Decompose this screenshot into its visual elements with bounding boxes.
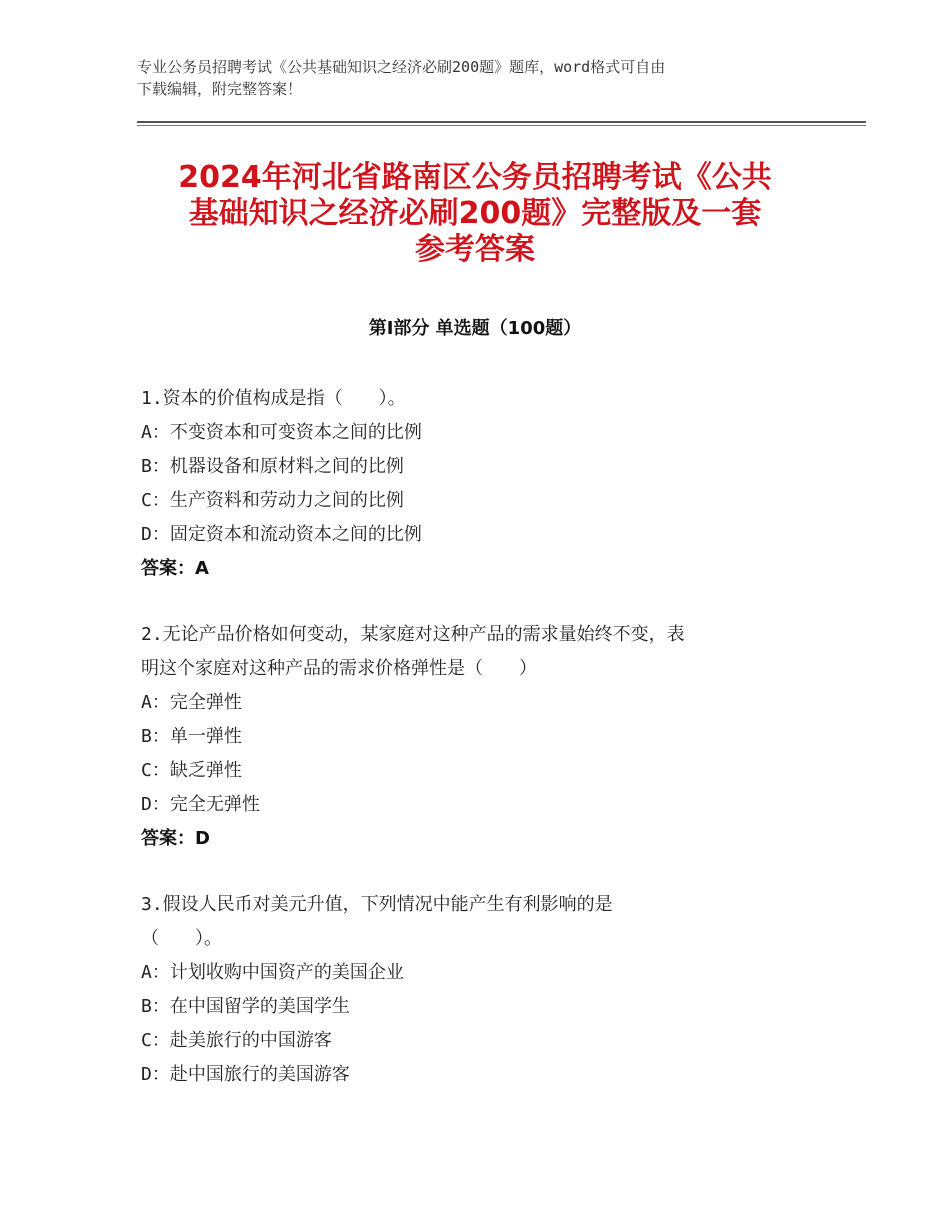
option-b: B：机器设备和原材料之间的比例 bbox=[141, 456, 404, 477]
document-title-line-2: 基础知识之经济必刷200题》完整版及一套 bbox=[188, 196, 762, 231]
section-title: 第Ⅰ部分 单选题（100题） bbox=[368, 318, 582, 339]
option-c: C：生产资料和劳动力之间的比例 bbox=[141, 490, 404, 511]
question-stem-continued: 明这个家庭对这种产品的需求价格弹性是（ ） bbox=[141, 658, 537, 679]
question-stem: 1.资本的价值构成是指（ ）。 bbox=[141, 388, 406, 409]
option-c: C：赴美旅行的中国游客 bbox=[141, 1030, 332, 1051]
question-stem: 2.无论产品价格如何变动，某家庭对这种产品的需求量始终不变，表 bbox=[141, 624, 685, 645]
document-title-line-1: 2024年河北省路南区公务员招聘考试《公共 bbox=[178, 160, 772, 195]
option-d: D：赴中国旅行的美国游客 bbox=[141, 1064, 350, 1085]
answer-label: 答案：A bbox=[141, 558, 209, 579]
option-a: A：不变资本和可变资本之间的比例 bbox=[141, 422, 422, 443]
option-b: B：单一弹性 bbox=[141, 726, 242, 747]
document-title-line-3: 参考答案 bbox=[415, 232, 535, 267]
header-divider-thin bbox=[137, 125, 866, 126]
option-a: A：完全弹性 bbox=[141, 692, 242, 713]
header-divider-thick bbox=[137, 121, 866, 123]
header-note-line-2: 下载编辑，附完整答案！ bbox=[137, 80, 303, 98]
document-title bbox=[120, 160, 830, 268]
option-b: B：在中国留学的美国学生 bbox=[141, 996, 350, 1017]
question-1 bbox=[141, 382, 821, 586]
option-d: D：完全无弹性 bbox=[141, 794, 260, 815]
question-3 bbox=[141, 888, 821, 1092]
option-d: D：固定资本和流动资本之间的比例 bbox=[141, 524, 422, 545]
question-2 bbox=[141, 618, 821, 856]
header-note bbox=[137, 56, 827, 100]
question-stem: 3.假设人民币对美元升值，下列情况中能产生有利影响的是 bbox=[141, 894, 613, 915]
question-list bbox=[141, 382, 821, 1124]
option-c: C：缺乏弹性 bbox=[141, 760, 242, 781]
question-stem-continued: （ ）。 bbox=[141, 928, 222, 949]
header-note-line-1: 专业公务员招聘考试《公共基础知识之经济必刷200题》题库，word格式可自由 bbox=[137, 58, 666, 76]
option-a: A：计划收购中国资产的美国企业 bbox=[141, 962, 404, 983]
answer-label: 答案：D bbox=[141, 828, 210, 849]
